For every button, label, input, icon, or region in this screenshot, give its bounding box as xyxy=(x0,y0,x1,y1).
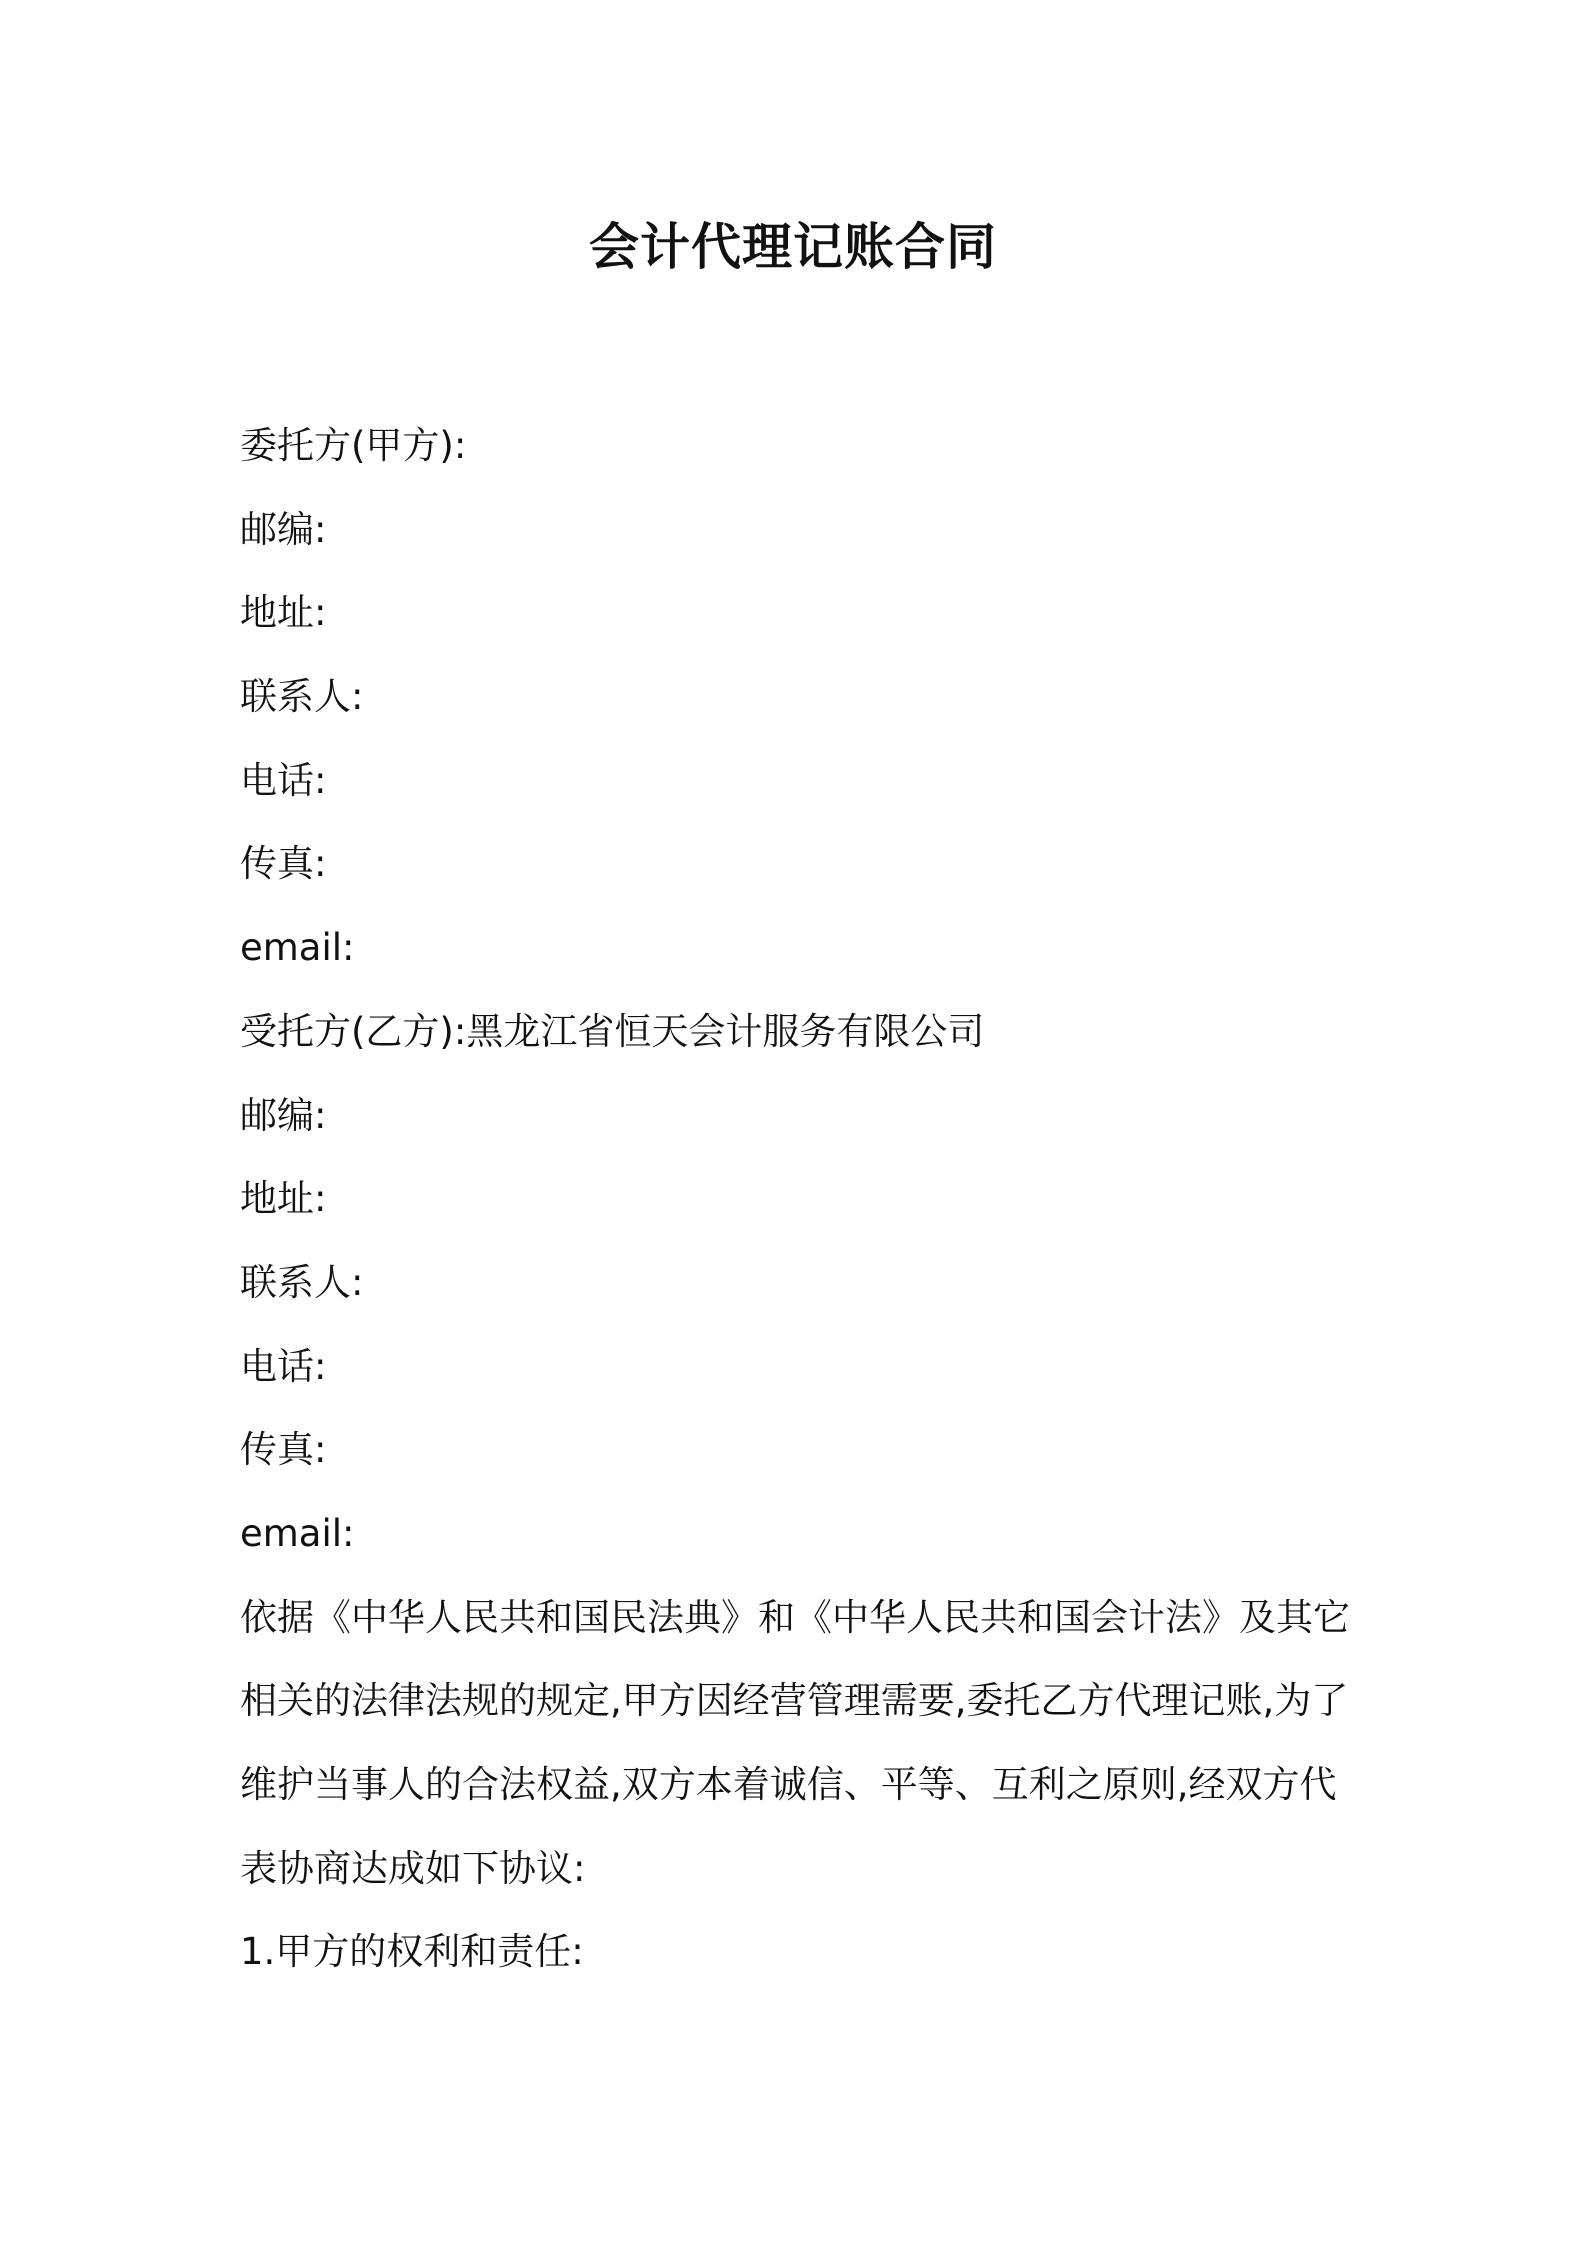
preamble-paragraph: 依据《中华人民共和国民法典》和《中华人民共和国会计法》及其它相关的法律法规的规定,甲方因经营管理需要,委托乙方代理记账,为了维护当事人的合法权益,双方本着诚信、平等、互利之原则,经双方代表协商达成如下协议: xyxy=(240,1595,1350,1890)
party-b-fax: 传真: xyxy=(240,1428,327,1472)
party-a-email: email: xyxy=(240,926,355,970)
section-1-heading: 1.甲方的权利和责任: xyxy=(240,1930,584,1974)
party-b-label: 受托方(乙方):黑龙江省恒天会计服务有限公司 xyxy=(240,1009,985,1053)
party-a-phone: 电话: xyxy=(240,758,327,802)
party-a-address: 地址: xyxy=(240,591,327,635)
party-b-address: 地址: xyxy=(240,1177,327,1221)
party-b-phone: 电话: xyxy=(240,1344,327,1388)
party-b-email: email: xyxy=(240,1511,355,1555)
document-body xyxy=(240,404,1360,1994)
party-a-postcode: 邮编: xyxy=(240,507,327,551)
document-title: 会计代理记账合同 xyxy=(589,218,997,276)
party-b-contact: 联系人: xyxy=(240,1260,364,1304)
party-a-label: 委托方(甲方): xyxy=(240,424,467,467)
party-b-postcode: 邮编: xyxy=(240,1093,327,1137)
party-a-contact: 联系人: xyxy=(240,675,364,719)
party-a-fax: 传真: xyxy=(240,842,327,886)
